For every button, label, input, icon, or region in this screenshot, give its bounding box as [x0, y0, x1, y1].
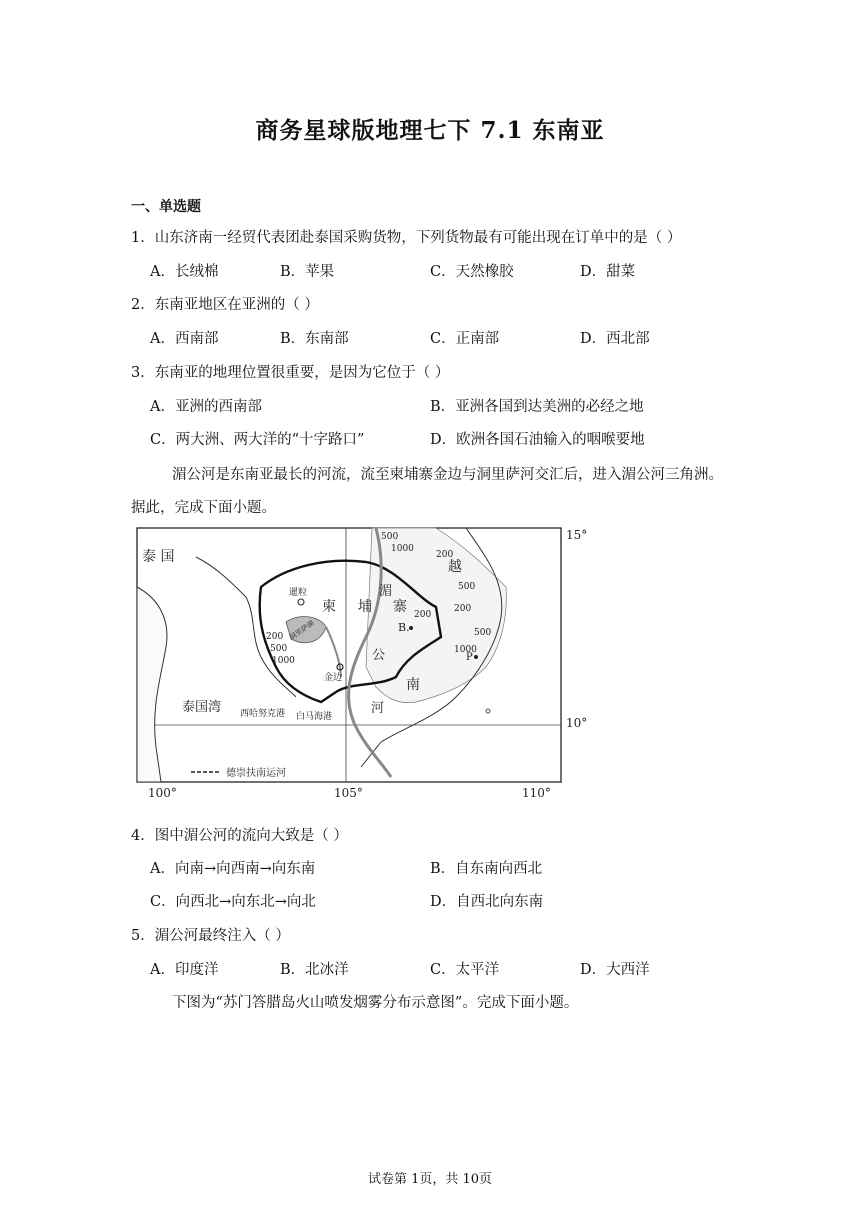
q3-option-c: C．两大洲、两大洋的“十字路口” — [150, 432, 365, 448]
label-tonle-sap: 洞里萨湖 — [288, 619, 316, 642]
contour-label-10: 200 — [454, 604, 472, 614]
map-frame — [137, 528, 561, 782]
q1-option-b: B．苹果 — [280, 264, 335, 280]
q4-option-b: B．自东南向西北 — [430, 861, 543, 877]
lat-label-15: 15° — [566, 528, 588, 542]
question-2: 2．东南亚地区在亚洲的（ ） — [131, 297, 319, 313]
label-siem-reap: 暹粒 — [289, 588, 308, 598]
contour-label-8: 1000 — [454, 645, 477, 655]
legend-canal-label: 德崇扶南运河 — [226, 768, 286, 779]
label-vietnam-1: 越 — [448, 559, 462, 575]
lon-label-105: 105° — [334, 786, 363, 800]
contour-label-4: 200 — [266, 632, 284, 642]
contour-label-3: 200 — [414, 610, 432, 620]
q3-option-a: A．亚洲的西南部 — [150, 399, 262, 415]
q5-option-d: D．大西洋 — [580, 962, 650, 978]
q5-option-a: A．印度洋 — [150, 962, 219, 978]
question-3: 3．东南亚的地理位置很重要，是因为它位于（ ） — [131, 365, 450, 381]
q2-option-a: A．西南部 — [150, 331, 219, 347]
q1-option-c: C．天然橡胶 — [430, 264, 514, 280]
question-4: 4．图中湄公河的流向大致是（ ） — [131, 828, 348, 844]
q2-option-b: B．东南部 — [280, 331, 349, 347]
label-river-2: 公 — [372, 648, 386, 663]
question-1: 1．山东济南一经贸代表团赴泰国采购货物，下列货物最有可能出现在订单中的是（ ） — [131, 230, 682, 246]
label-river-3: 河 — [371, 701, 385, 716]
label-cambodia-2: 埔 — [358, 599, 372, 615]
contour-label-7: 200 — [436, 550, 454, 560]
label-sihanoukville: 西哈努克港 — [240, 709, 286, 719]
contour-label-9: 500 — [458, 582, 476, 592]
label-river-1: 湄 — [379, 584, 393, 599]
q3-option-b: B．亚洲各国到达美洲的必经之地 — [430, 399, 644, 415]
q5-option-b: B．北冰洋 — [280, 962, 349, 978]
label-cambodia-1: 柬 — [322, 599, 336, 615]
q5-option-c: C．太平洋 — [430, 962, 500, 978]
passage-1-line-2: 据此，完成下面小题。 — [131, 500, 276, 516]
q3-option-d: D．欧洲各国石油输入的咽喉要地 — [430, 432, 645, 448]
label-point-b: B. — [398, 621, 410, 634]
coast-west — [137, 587, 167, 782]
contour-label-1: 500 — [381, 532, 399, 542]
page-footer: 试卷第 1页，共 10页 — [367, 1172, 493, 1187]
lat-label-10: 10° — [566, 716, 588, 730]
q1-option-d: D．甜菜 — [580, 264, 636, 280]
label-phnom-penh: 金边 — [324, 673, 343, 683]
contour-label-5: 500 — [270, 644, 288, 654]
label-cambodia-3: 寨 — [393, 599, 407, 615]
lon-label-100: 100° — [148, 786, 177, 800]
lon-label-110: 110° — [522, 786, 551, 800]
point-b-marker — [409, 626, 413, 630]
label-vietnam-2: 南 — [406, 677, 420, 693]
section-heading: 一、单选题 — [131, 199, 201, 215]
q2-option-c: C．正南部 — [430, 331, 500, 347]
siem-reap-marker — [298, 599, 304, 605]
q2-option-d: D．西北部 — [580, 331, 650, 347]
label-gulf-of-thailand: 泰国湾 — [182, 700, 222, 715]
page-title: 商务星球版地理七下 7.1 东南亚 — [255, 117, 605, 144]
q4-option-d: D．自西北向东南 — [430, 894, 544, 910]
contour-label-11: 500 — [474, 628, 492, 638]
passage-1-line-1: 湄公河是东南亚最长的河流，流至柬埔寨金边与洞里萨河交汇后，进入湄公河三角洲。 — [172, 467, 723, 483]
label-point-p: P — [466, 652, 473, 663]
contour-label-2: 1000 — [391, 544, 414, 554]
q1-option-a: A．长绒棉 — [150, 264, 219, 280]
contour-label-6: 1000 — [272, 656, 295, 666]
label-thailand: 泰 国 — [142, 549, 175, 565]
mekong-map — [136, 527, 726, 812]
point-p-marker — [474, 655, 478, 659]
q4-option-c: C．向西北→向东北→向北 — [150, 894, 316, 910]
label-port: 白马海港 — [296, 712, 333, 722]
q4-option-a: A．向南→向西南→向东南 — [150, 861, 316, 877]
question-5: 5．湄公河最终注入（ ） — [131, 928, 290, 944]
passage-2: 下图为“苏门答腊岛火山喷发烟雾分布示意图”。完成下面小题。 — [172, 995, 579, 1011]
island-marker — [486, 709, 490, 713]
